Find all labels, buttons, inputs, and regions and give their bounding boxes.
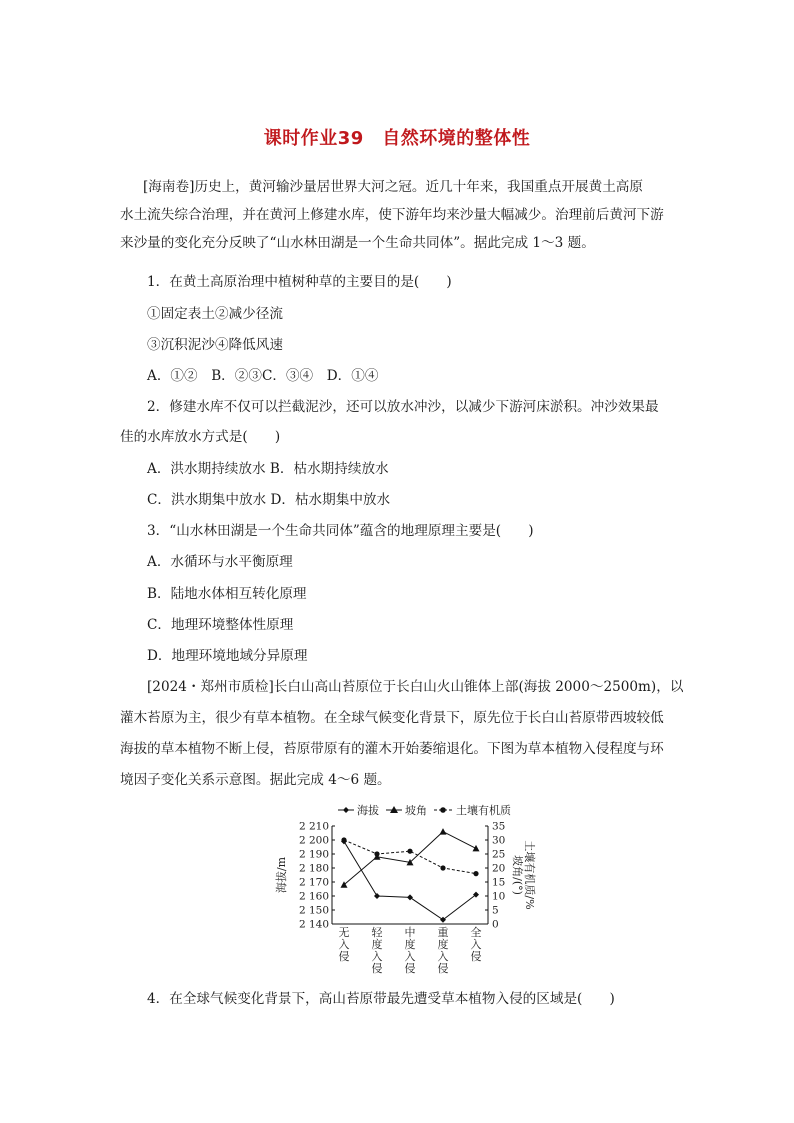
legend-label: 土壤有机质 xyxy=(456,804,511,817)
left-tick-label: 2 180 xyxy=(298,862,329,875)
data-point-土壤有机质 xyxy=(440,865,445,870)
question-stem: 1．在黄土高原治理中植树种草的主要目的是( ) xyxy=(147,274,452,290)
passage-line: 灌木苔原为主，很少有草本植物。在全球气候变化背景下，原先位于长白山苔原带西坡较低 xyxy=(120,710,664,726)
right-tick-label: 15 xyxy=(492,876,506,889)
legend-label: 海拔 xyxy=(357,804,379,817)
data-point-坡角 xyxy=(440,828,447,835)
left-tick-label: 2 170 xyxy=(298,876,329,889)
right-tick-label: 5 xyxy=(492,904,499,917)
passage-line: 境因子变化关系示意图。据此完成 4～6 题。 xyxy=(120,772,391,788)
left-axis-label: 海拔/m xyxy=(275,856,288,894)
left-tick-label: 2 150 xyxy=(298,904,329,917)
right-axis-label-1: 坡角/(°) xyxy=(511,855,524,895)
right-tick-label: 20 xyxy=(492,862,506,875)
option-line: C．洪水期集中放水 D．枯水期集中放水 xyxy=(147,492,391,508)
option-line: D．地理环境地域分异原理 xyxy=(147,648,308,664)
right-tick-label: 10 xyxy=(492,890,506,903)
chart-legend xyxy=(338,803,511,817)
option-line: C．地理环境整体性原理 xyxy=(147,617,294,633)
data-point-土壤有机质 xyxy=(374,851,379,856)
passage-line: [2024・郑州市质检]长白山高山苔原位于长白山火山锥体上部(海拔 2000～2500m)，以 xyxy=(147,679,684,695)
right-tick-label: 35 xyxy=(492,820,506,833)
x-category-label: 无入侵 xyxy=(338,926,350,963)
option-line: ③沉积泥沙④降低风速 xyxy=(147,337,283,353)
page-title: 课时作业39 自然环境的整体性 xyxy=(263,128,531,149)
legend-label: 坡角 xyxy=(405,804,427,817)
question-stem: 3．“山水林田湖是一个生命共同体”蕴含的地理原理主要是( ) xyxy=(147,523,534,539)
right-tick-label: 25 xyxy=(492,848,506,861)
data-point-海拔 xyxy=(407,894,413,900)
left-tick-label: 2 210 xyxy=(298,820,329,833)
option-line: ①固定表土②减少径流 xyxy=(147,306,283,322)
left-tick-label: 2 160 xyxy=(298,890,329,903)
right-tick-label: 30 xyxy=(492,834,506,847)
series-line-坡角 xyxy=(344,832,476,885)
passage-line: 来沙量的变化充分反映了“山水林田湖是一个生命共同体”。据此完成 1～3 题。 xyxy=(120,235,595,251)
data-point-土壤有机质 xyxy=(341,837,346,842)
data-point-坡角 xyxy=(473,845,480,852)
right-axis-label-2: 土壤有机质/% xyxy=(523,840,536,910)
x-category-label: 重度入侵 xyxy=(437,926,449,975)
x-category-label: 轻度入侵 xyxy=(371,926,383,975)
passage-line: 海拔的草本植物不断上侵，苔原带原有的灌木开始萎缩退化。下图为草本植物入侵程度与环 xyxy=(120,741,664,757)
invasion-chart xyxy=(270,800,540,980)
question-stem: 4．在全球气候变化背景下，高山苔原带最先遭受草本植物入侵的区域是( ) xyxy=(147,991,615,1007)
x-category-label: 中度入侵 xyxy=(404,926,416,975)
option-line: B．陆地水体相互转化原理 xyxy=(147,586,307,602)
question-stem: 佳的水库放水方式是( ) xyxy=(120,429,281,445)
left-tick-label: 2 140 xyxy=(298,918,329,931)
data-point-海拔 xyxy=(374,893,380,899)
data-point-土壤有机质 xyxy=(473,871,478,876)
x-category-label: 全入侵 xyxy=(470,926,482,963)
data-point-土壤有机质 xyxy=(407,849,412,854)
left-tick-label: 2 200 xyxy=(298,834,329,847)
question-stem: 2．修建水库不仅可以拦截泥沙，还可以放水冲沙，以减少下游河床淤积。冲沙效果最 xyxy=(147,399,659,415)
passage-line: 水土流失综合治理，并在黄河上修建水库，使下游年均来沙量大幅减少。治理前后黄河下游 xyxy=(120,207,664,223)
left-tick-label: 2 190 xyxy=(298,848,329,861)
right-tick-label: 0 xyxy=(492,918,499,931)
option-line: A．①② B．②③C．③④ D．①④ xyxy=(147,368,379,384)
option-line: A．洪水期持续放水 B．枯水期持续放水 xyxy=(147,461,389,477)
passage-line: [海南卷]历史上，黄河输沙量居世界大河之冠。近几十年来，我国重点开展黄土高原 xyxy=(143,179,643,195)
option-line: A．水循环与水平衡原理 xyxy=(147,554,293,570)
